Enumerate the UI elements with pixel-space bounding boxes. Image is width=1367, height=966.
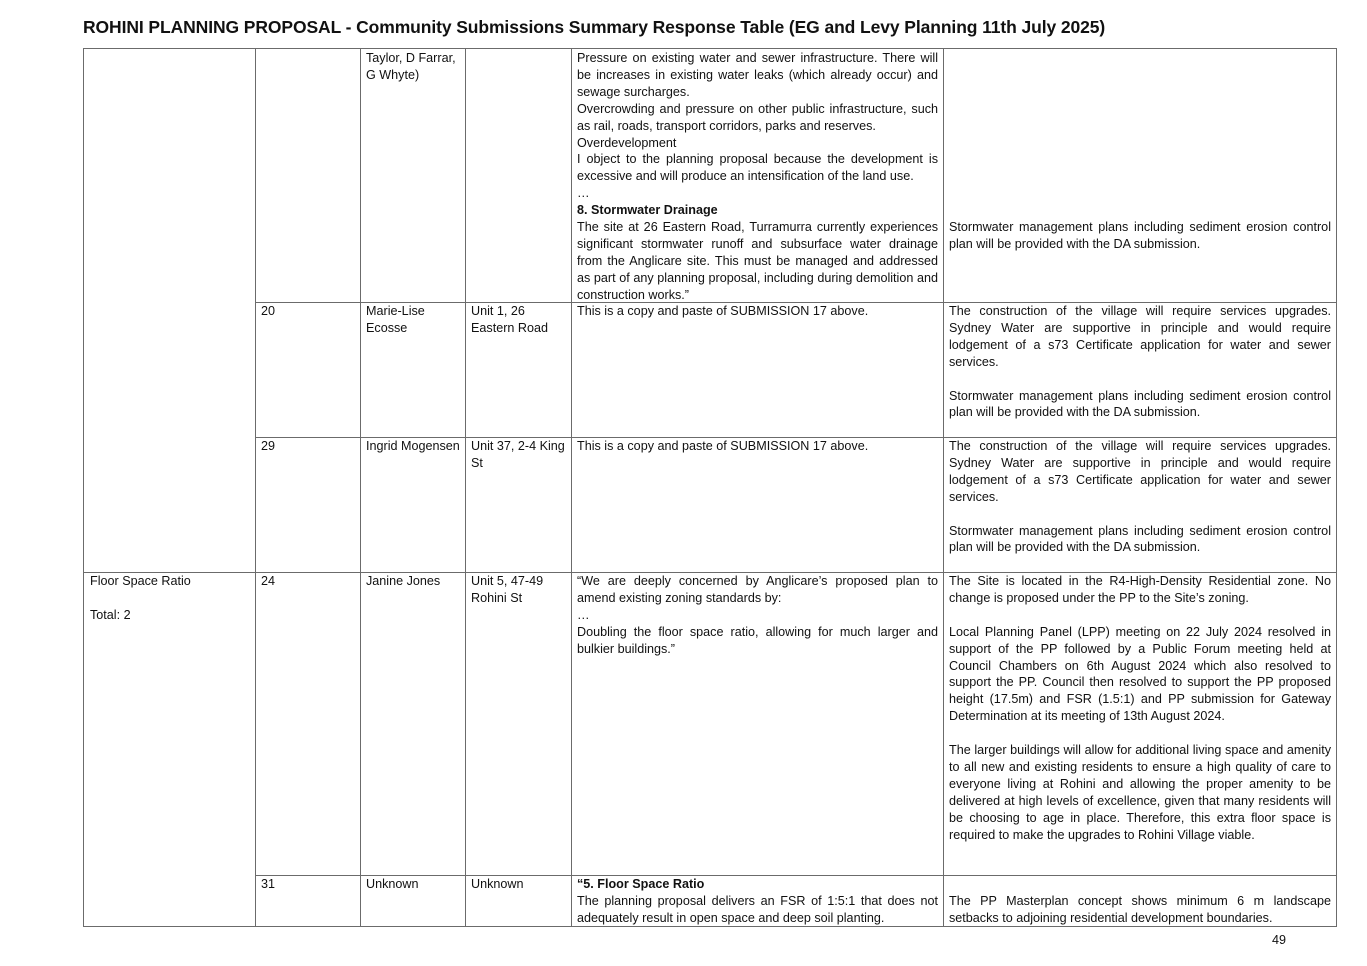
submission-heading: “5. Floor Space Ratio (577, 877, 705, 891)
column-divider (571, 49, 572, 926)
response-paragraph: Stormwater management plans including sediment erosion control plan will be provided with the DA submission. (949, 523, 1331, 555)
submission-line: I object to the planning proposal because the development is excessive and will produce an intensification of the land use. (577, 152, 938, 184)
response-paragraph: The construction of the village will require services upgrades. Sydney Water are supportive in principle and would require lodgement of a s73 Certificate application for water and sewer services. (949, 439, 1331, 504)
submission-heading: 8. Stormwater Drainage (577, 203, 718, 218)
submitter-address: Unit 1, 26 Eastern Road (471, 304, 549, 335)
submitter-name: Ingrid Mogensen (366, 439, 460, 453)
submission-number: 20 (261, 304, 276, 318)
submission-line: Overcrowding and pressure on other public infrastructure, such as rail, roads, transport corridors, parks and reserves. (577, 101, 938, 133)
submitter-name: Taylor, D Farrar, G Whyte) (366, 51, 456, 82)
submission-text (577, 876, 938, 926)
submission-number: 29 (261, 439, 276, 453)
column-divider (360, 49, 361, 926)
page-number: 49 (1271, 933, 1286, 947)
submission-text (577, 50, 938, 304)
column-divider (943, 49, 944, 926)
issue-title: Floor Space Ratio (90, 574, 191, 588)
submitter-name: Marie-Lise Ecosse (366, 304, 425, 335)
submitter-address: Unit 5, 47-49 Rohini St (471, 574, 544, 605)
issue-total: Total: 2 (90, 607, 131, 622)
submissions-table (83, 48, 1337, 927)
submission-paragraph: The planning proposal delivers an FSR of 1:5:1 that does not adequately result in open space and deep soil planting. (577, 893, 938, 925)
submission-paragraph: “We are deeply concerned by Anglicare’s proposed plan to amend existing zoning standards by: (577, 574, 938, 605)
submitter-address: Unit 37, 2-4 King St (471, 439, 565, 470)
response-text (949, 573, 1331, 843)
response-paragraph: Stormwater management plans including sediment erosion control plan will be provided with the DA submission. (949, 388, 1331, 420)
page-title: ROHINI PLANNING PROPOSAL - Community Submissions Summary Response Table (EG and Levy Planning 11th July 2025) (83, 17, 1106, 37)
response-paragraph: The Site is located in the R4-High-Density Residential zone. No change is proposed under the PP to the Site’s zoning. (949, 574, 1331, 605)
submission-number: 24 (261, 574, 276, 588)
response-paragraph: The construction of the village will require services upgrades. Sydney Water are supportive in principle and would require lodgement of a s73 Certificate application for water and sewer services. (949, 304, 1331, 369)
response-text (949, 303, 1331, 421)
response-text: Stormwater management plans including sediment erosion control plan will be provided with the DA submission. (949, 220, 1331, 251)
submission-text: This is a copy and paste of SUBMISSION 17 above. (577, 304, 869, 318)
response-text (949, 438, 1331, 556)
response-paragraph: The larger buildings will allow for additional living space and amenity to all new and existing residents to ensure a high quality of care to everyone living at Rohini and allowing the proper amenity to be delivered at high levels of excellence, given that many residents will be choosing to age in place. Therefore, this extra floor space is required to make the upgrades to Rohini Village viable. (949, 743, 1331, 842)
submission-line: The site at 26 Eastern Road, Turramurra currently experiences significant stormwater runoff and subsurface water drainage from the Anglicare site. This must be managed and addressed as part of any planning proposal, including during demolition and construction works.” (577, 220, 938, 302)
submission-text: This is a copy and paste of SUBMISSION 17 above. (577, 439, 869, 453)
response-paragraph: Local Planning Panel (LPP) meeting on 22 July 2024 resolved in support of the PP followed by a Public Forum meeting held at Council Chambers on 6th August 2024 which also resolved to support the PP. Council then resolved to support the PP proposed height (17.5m) and FSR (1.5:1) and PP submission for Gateway Determination at its meeting of 13th August 2024. (949, 624, 1331, 724)
submission-line: … (577, 186, 590, 201)
issue-cell (90, 573, 250, 624)
submission-paragraph: Doubling the floor space ratio, allowing for much larger and bulkier buildings.” (577, 624, 938, 656)
submitter-name: Unknown (366, 877, 419, 891)
submitter-address: Unknown (471, 877, 524, 891)
column-divider (255, 49, 256, 926)
submission-ellipsis: … (577, 607, 590, 622)
response-text: The PP Masterplan concept shows minimum 6 m landscape setbacks to adjoining residential development boundaries. (949, 894, 1331, 925)
submission-line: Pressure on existing water and sewer infrastructure. There will be increases in existing water leaks (which already occur) and sewage surcharges. (577, 51, 938, 99)
column-divider (465, 49, 466, 926)
submission-number: 31 (261, 877, 276, 891)
submitter-name: Janine Jones (366, 574, 441, 588)
submission-text (577, 573, 938, 658)
submission-line: Overdevelopment (577, 135, 677, 150)
